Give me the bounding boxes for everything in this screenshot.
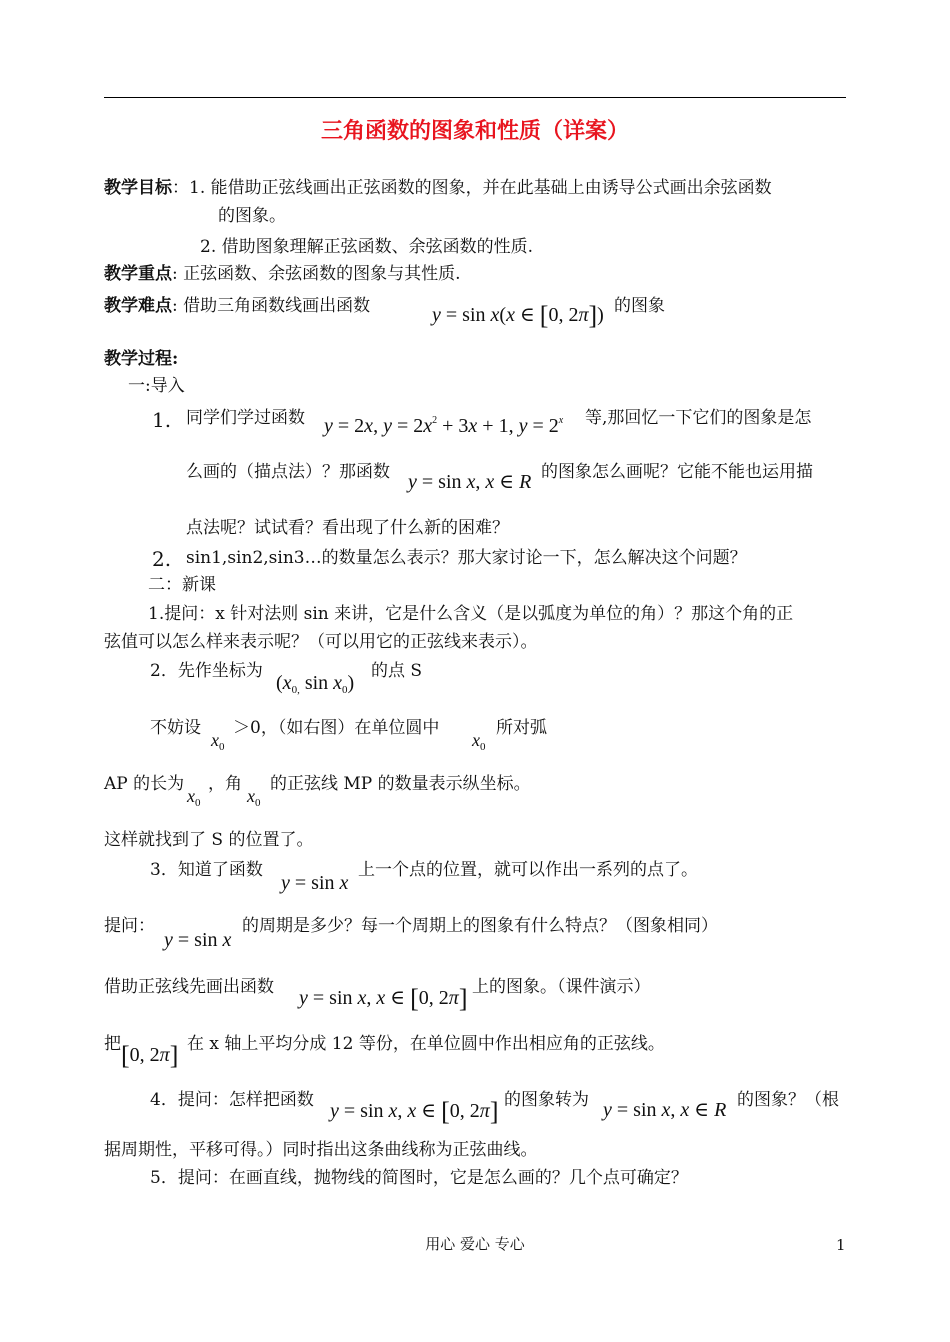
difficulty-suffix: 的图象 (614, 296, 665, 316)
difficulty-line (104, 296, 370, 316)
goal-text-1: ：1. 能借助正弦线画出正弦函数的图象，并在此基础上由诱导公式画出余弦函数 (172, 178, 772, 198)
intro-item-1-text-b: 等,那回忆一下它们的图象是怎 (585, 408, 812, 428)
key-label: 教学重点 (104, 264, 172, 284)
process-label: 教学过程 (104, 349, 172, 369)
document-title: 三角函数的图象和性质（详案） (320, 118, 629, 144)
footer-slogan: 用心 爱心 专心 (425, 1235, 525, 1253)
x0-symbol-1: $x_0$ (211, 730, 225, 753)
page-number: 1 (836, 1236, 846, 1254)
new-item-4-text-a: 4．提问：怎样把函数 (150, 1090, 314, 1110)
difficulty-label: 教学难点 (104, 296, 172, 316)
intro-item-1-text-a: 同学们学过函数 (186, 408, 305, 428)
x0-symbol-3: $x_0$ (187, 786, 201, 809)
x0-symbol-4: $x_0$ (247, 786, 261, 809)
intro-item-1-text-c: 么画的（描点法）？那函数 (186, 462, 390, 482)
new-item-3-text-a: 3．知道了函数 (150, 860, 263, 880)
new-item-4-formula-1: y = sin x, x ∈ [0, 2π] (330, 1097, 499, 1126)
new-item-4-text-c: 的图象？（根 (737, 1090, 839, 1110)
new-item-4-text-b: 的图象转为 (504, 1090, 589, 1110)
goal-text-3: 2. 借助图象理解正弦函数、余弦函数的性质. (200, 237, 534, 257)
new-item-2-text-g: ，角 (208, 774, 242, 794)
new-item-5-text: 5．提问：在画直线，抛物线的简图时，它是怎么画的？几个点可确定？ (150, 1168, 688, 1188)
intro-item-2-text: sin1,sin2,sin3…的数量怎么表示？那大家讨论一下，怎么解决这个问题？ (186, 548, 747, 568)
process-colon: : (172, 349, 179, 369)
divide-text-b: 在 x 轴上平均分成 12 等份，在单位圆中作出相应角的正弦线。 (187, 1034, 665, 1054)
draw-text-a: 借助正弦线先画出函数 (104, 977, 274, 997)
section-intro: 一:导入 (128, 376, 185, 396)
goal-label: 教学目标 (104, 178, 172, 198)
difficulty-text: : 借助三角函数线画出函数 (172, 296, 371, 316)
new-item-2-text-f: AP 的长为 (104, 774, 185, 794)
new-item-1-text-b: 弦值可以怎么样来表示呢？（可以用它的正弦线来表示）。 (104, 632, 538, 652)
new-item-2-text-c: 不妨设 (150, 718, 201, 738)
intro-item-1-formula: y = 2x, $y = 2x^2 + 3x + 1$, $y = 2^x$ (324, 415, 564, 437)
divide-formula: [0, 2π] (121, 1041, 179, 1070)
intro-item-1-text-e: 点法呢？试试看？看出现了什么新的困难？ (186, 518, 509, 538)
new-item-2-text-e: 所对弧 (496, 718, 547, 738)
new-item-2-text-i: 这样就找到了 S 的位置了。 (104, 830, 314, 850)
new-item-2-formula: ($x_{0,}$ $\sin x_0$) (276, 672, 355, 696)
goal-line-1 (104, 178, 772, 198)
draw-formula: y = sin x, x ∈ [0, 2π] (299, 984, 468, 1013)
new-item-4-formula-2: y = sin x, x ∈ R (603, 1099, 727, 1121)
key-text: : 正弦函数、余弦函数的图象与其性质. (172, 264, 461, 284)
intro-item-1-text-d: 的图象怎么画呢？它能不能也运用描 (541, 462, 813, 482)
new-item-2-text-d: ＞0，（如右图）在单位圆中 (233, 718, 440, 738)
new-item-3-text-b: 上一个点的位置，就可以作出一系列的点了。 (358, 860, 698, 880)
question-label: 提问： (104, 916, 155, 936)
new-item-2-text-h: 的正弦线 MP 的数量表示纵坐标。 (270, 774, 531, 794)
intro-item-1-formula-2: y = sin x, x ∈ R (408, 471, 532, 493)
draw-text-b: 上的图象。（课件演示） (472, 977, 651, 997)
new-item-4-text-d: 据周期性，平移可得。）同时指出这条曲线称为正弦曲线。 (104, 1140, 538, 1160)
difficulty-formula: y = sin x(x ∈ [0, 2π]) (432, 301, 604, 330)
key-line (104, 264, 461, 284)
divide-text-a: 把 (104, 1034, 121, 1054)
question-text: 的周期是多少？每一个周期上的图象有什么特点？（图象相同） (242, 916, 718, 936)
goal-text-2: 的图象。 (218, 206, 286, 226)
new-item-2-text-a: 2．先作坐标为 (150, 661, 263, 681)
new-item-1-text-a: 1.提问：x 针对法则 sin 来讲，它是什么含义（是以弧度为单位的角）？那这个角的正 (148, 604, 794, 624)
intro-item-1-number: 1. (152, 408, 172, 432)
question-formula: y = sin x (164, 929, 232, 951)
new-item-2-text-b: 的点 S (371, 661, 423, 681)
process-heading (104, 349, 178, 369)
section-new-lesson: 二：新课 (148, 575, 216, 595)
intro-item-2-number: 2. (152, 547, 172, 571)
x0-symbol-2: $x_0$ (472, 730, 486, 753)
new-item-3-formula: y = sin x (281, 872, 349, 894)
header-rule (104, 97, 846, 98)
